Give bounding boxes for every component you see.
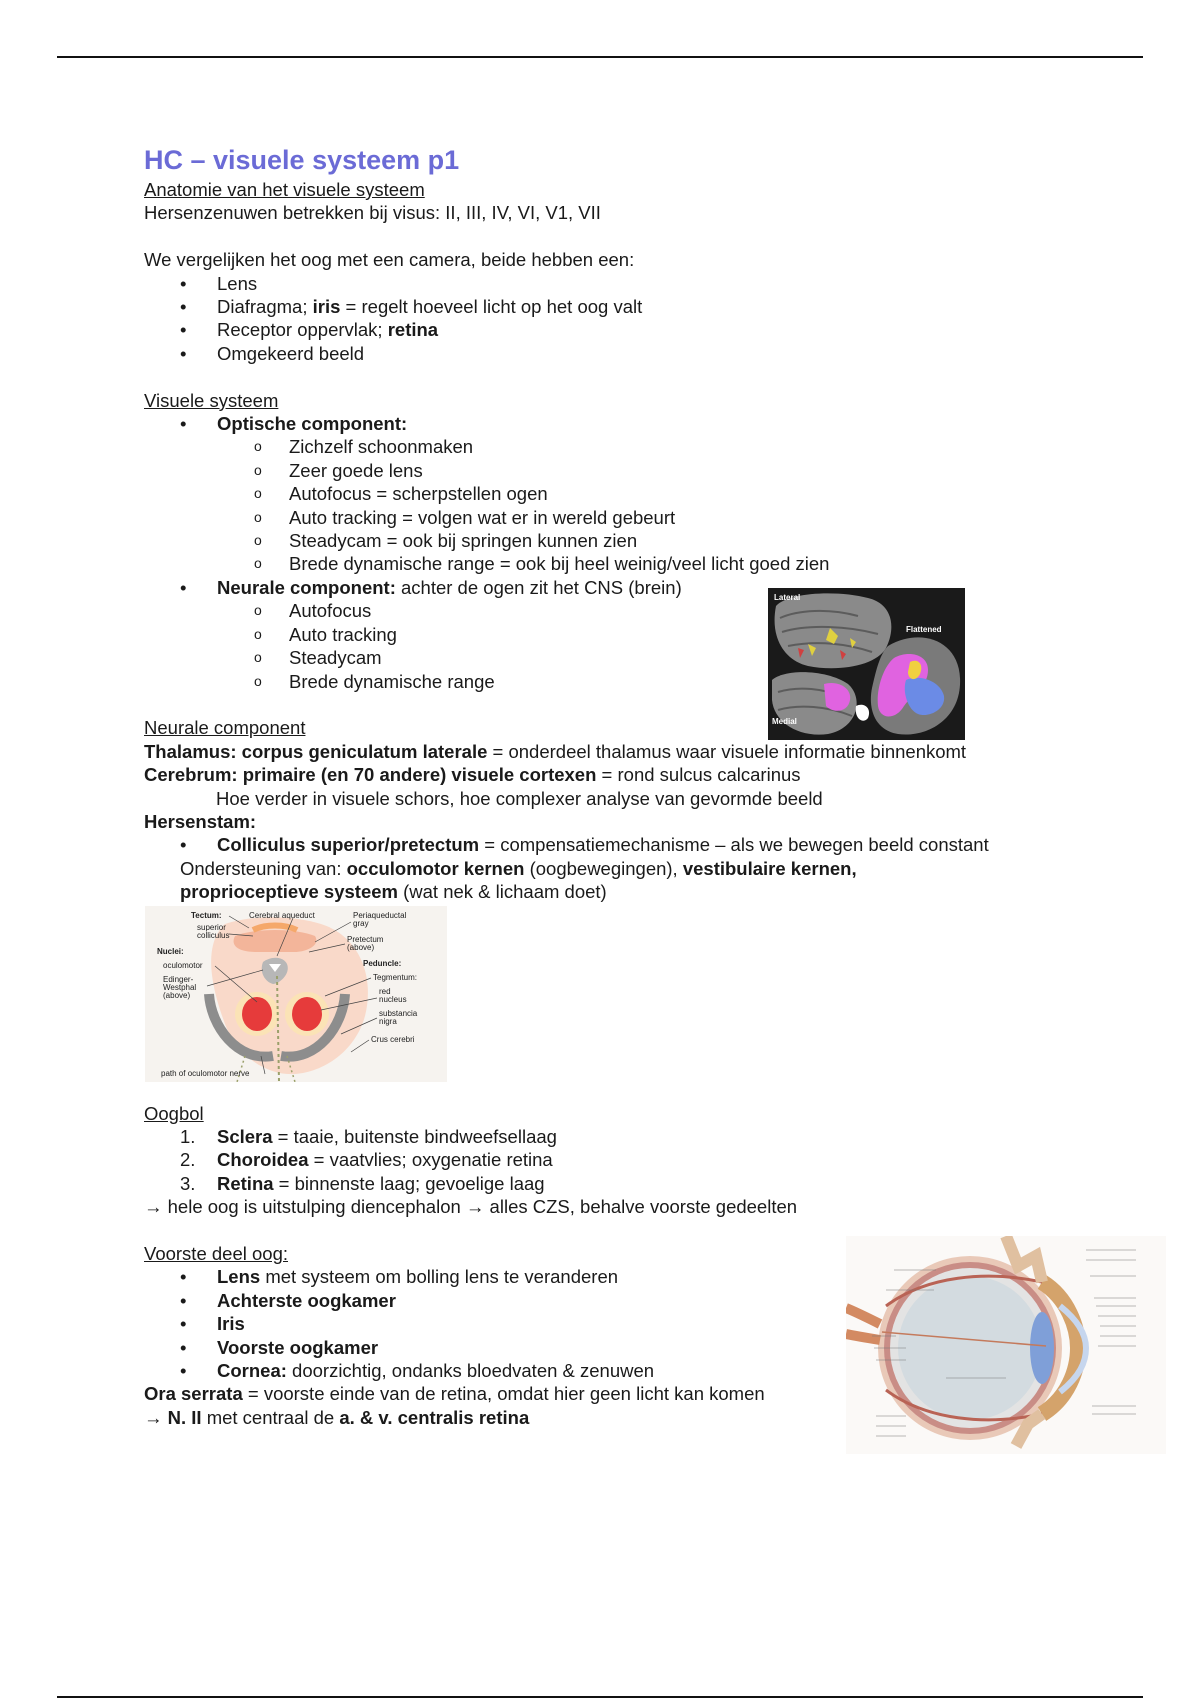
mid-label-superior: superior [197,923,226,932]
mid-label-nuclei: Nuclei: [157,947,184,956]
footer-rule [57,1696,1143,1698]
bullet-icon: • [180,342,187,364]
list-item: o Steadycam [254,647,382,669]
list-item: • Achterste oogkamer [180,1289,396,1311]
mid-label-path: path of oculomotor nerve [161,1069,250,1078]
list-item: • Lens met systeem om bolling lens te veranderen [180,1266,619,1288]
brain-cortex-figure [768,588,965,740]
mid-label-edinger: Edinger- [163,975,194,984]
list-item: o Brede dynamische range = ook bij heel weinig/veel licht goed zien [254,553,830,575]
list-item: o Zichzelf schoonmaken [254,436,474,458]
oogbol-list [144,1125,1104,1195]
midbrain-section-figure [145,906,447,1082]
eye-anatomy-figure [846,1236,1166,1454]
list-item: o Auto tracking = volgen wat er in wereld gebeurt [254,506,676,528]
n2-text: → N. II met centraal de a. & v. centralis retina [144,1406,530,1428]
thalamus-text: Thalamus: corpus geniculatum laterale = onderdeel thalamus waar visuele informatie binnenkomt [144,740,967,762]
circle-bullet-icon: o [254,532,262,549]
mid-label-colliculus: colliculus [197,931,230,940]
circle-bullet-icon: o [254,672,262,689]
hersenstam-list [144,833,1104,856]
bullet-icon: • [180,413,187,435]
mid-label-aqueduct: Cerebral aqueduct [249,911,315,920]
circle-bullet-icon: o [254,625,262,642]
list-item: o Auto tracking [254,623,397,645]
ora-serrata-text: Ora serrata = voorste einde van de retina, omdat hier geen licht kan komen [144,1383,765,1405]
heading-oogbol: Oogbol [144,1102,204,1124]
list-item: • Cornea: doorzichtig, ondanks bloedvaten & zenuwen [180,1360,655,1381]
list-item: • Diafragma; iris = regelt hoeveel licht op het oog valt [180,296,643,318]
mid-label-nigra: nigra [379,1017,397,1026]
mid-label-oculomotor: oculomotor [163,961,203,970]
heading-neurale-component: Neurale component [144,717,306,739]
list-item: • Optische component: [180,413,408,435]
camera-list [144,272,1104,366]
circle-bullet-icon: o [254,438,262,455]
list-item: o Steadycam = ook bij springen kunnen zien [254,530,638,552]
mid-label-substantia: substancia [379,1009,418,1018]
list-item: • Omgekeerd beeld [180,342,365,364]
mid-label-tegmentum: Tegmentum: [373,973,418,982]
list-item: • Receptor oppervlak; retina [180,319,439,341]
circle-bullet-icon: o [254,485,262,502]
list-item: 2. Choroidea = vaatvlies; oxygenatie retina [180,1149,553,1171]
page-title: HC – visuele systeem p1 [144,145,460,175]
eye-image [846,1236,1166,1454]
list-item: o Brede dynamische range [254,670,495,692]
list-item: o Autofocus = scherpstellen ogen [254,483,548,505]
oogbol-arrow-text: → hele oog is uitstulping diencephalon → alles CZS, behalve voorste gedeelten [144,1196,798,1218]
mid-label-peduncle: Peduncle: [363,959,402,968]
list-item: • Iris [180,1313,245,1335]
bullet-icon: • [180,1336,187,1358]
brain-image [768,588,965,740]
bullet-icon: • [180,296,187,318]
bullet-icon: • [180,576,187,598]
bullet-icon: • [180,1289,187,1311]
list-item: 3. Retina = binnenste laag; gevoelige laag [180,1172,545,1194]
nerves-text: Hersenzenuwen betrekken bij visus: II, III, IV, VI, V1, VII [144,202,601,224]
circle-bullet-icon: o [254,649,262,666]
ondersteuning-text: Ondersteuning van: occulomotor kernen (oogbewegingen), vestibulaire kernen, [180,857,857,879]
mid-label-westphal: Westphal [163,983,197,992]
heading-anatomie: Anatomie van het visuele systeem [144,179,425,200]
heading-voorste-deel: Voorste deel oog: [144,1242,288,1264]
bullet-icon: • [180,272,187,294]
cerebrum-subtext: Hoe verder in visuele schors, hoe complexer analyse van gevormde beeld [216,787,823,809]
brain-label-medial: Medial [772,717,797,726]
list-item: o Autofocus [254,600,372,622]
circle-bullet-icon: o [254,555,262,572]
list-item: • Voorste oogkamer [180,1336,379,1358]
bullet-icon: • [180,319,187,341]
bullet-icon: • [180,834,187,856]
brain-label-lateral: Lateral [774,593,801,602]
mid-label-pretectum-above: (above) [347,943,375,952]
mid-label-tectum: Tectum: [191,911,222,920]
circle-bullet-icon: o [254,461,262,478]
ondersteuning-text-2: proprioceptieve systeem (wat nek & lichaam doet) [180,881,607,903]
list-item: • Lens [180,272,258,294]
list-item: • Neurale component: achter de ogen zit het CNS (brein) [180,576,682,598]
brain-label-flattened: Flattened [906,625,942,634]
mid-label-above: (above) [163,991,191,1000]
bullet-icon: • [180,1360,187,1381]
mid-label-nucleus: nucleus [379,995,407,1004]
bullet-icon: • [180,1266,187,1288]
header-rule [57,56,1143,58]
mid-label-crus: Crus cerebri [371,1035,415,1044]
mid-label-gray: gray [353,919,369,928]
hersenstam-label: Hersenstam: [144,810,257,832]
list-item: • Colliculus superior/pretectum = compensatiemechanisme – als we bewegen beeld constant [180,834,989,856]
cerebrum-text: Cerebrum: primaire (en 70 andere) visuele cortexen = rond sulcus calcarinus [144,764,801,786]
circle-bullet-icon: o [254,508,262,525]
mid-label-periaqueductal: Periaqueductal [353,911,407,920]
list-item: o Zeer goede lens [254,459,423,481]
midbrain-image [145,906,447,1082]
mid-label-pretectum: Pretectum [347,935,384,944]
mid-label-red: red [379,987,391,996]
bullet-icon: • [180,1313,187,1335]
camera-text: We vergelijken het oog met een camera, beide hebben een: [144,249,635,271]
circle-bullet-icon: o [254,602,262,619]
heading-visuele-systeem: Visuele systeem [144,389,279,411]
list-item: 1. Sclera = taaie, buitenste bindweefsellaag [180,1125,557,1147]
